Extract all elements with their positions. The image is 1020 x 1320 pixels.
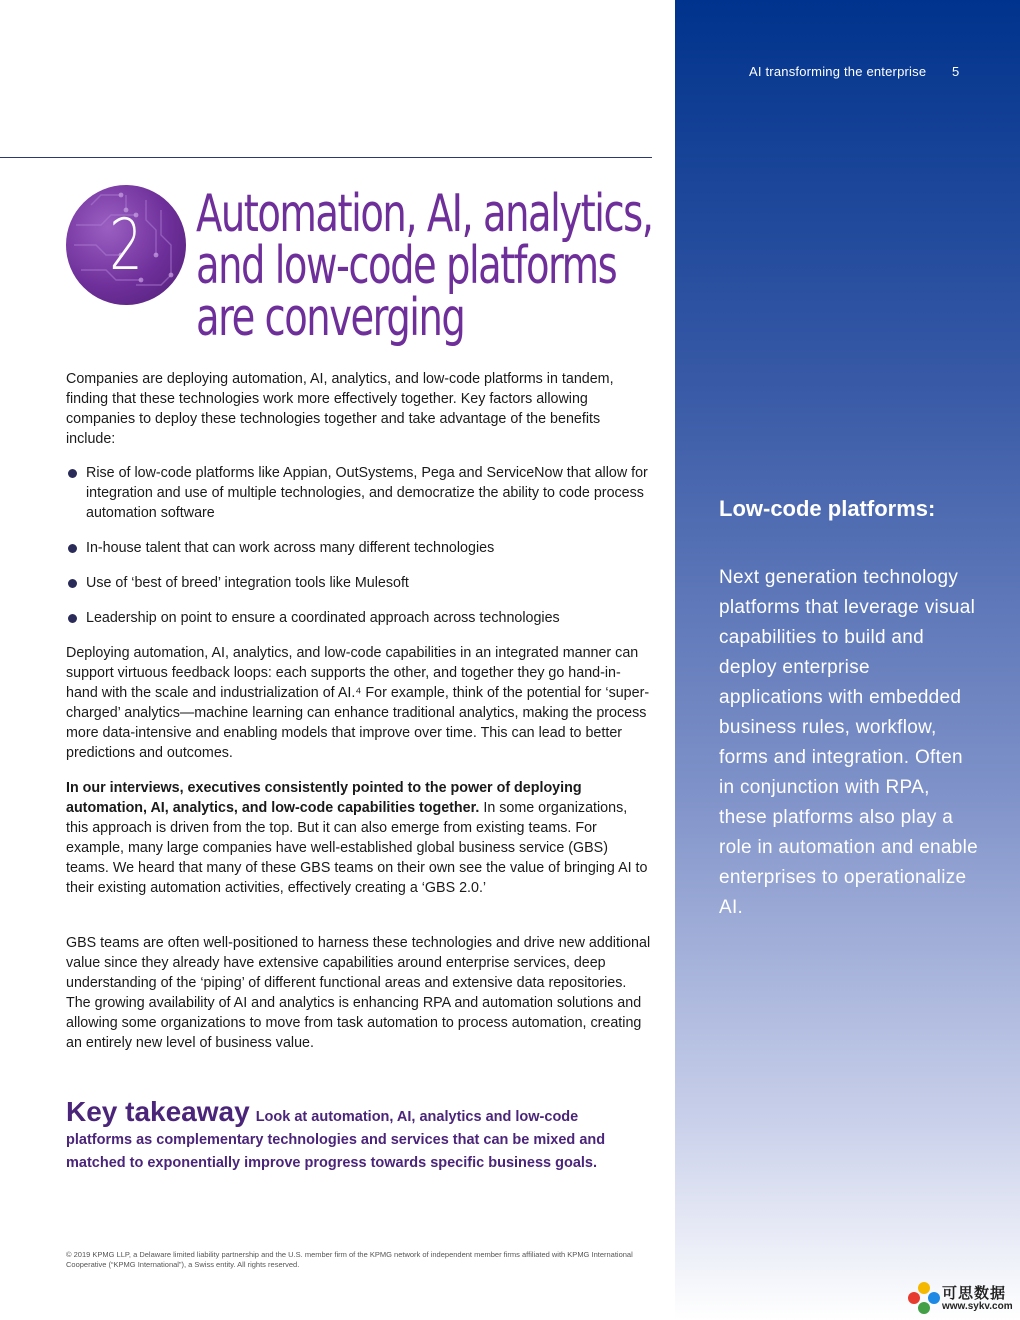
page-heading [196, 184, 653, 348]
sidebar-definition: Next generation technology platforms that leverage visual capabilities to build and deploy enterprise applications with embedded business rules, workflow, forms and integration. Often in conjunction with RPA, these platforms also play a role in automation and enable enterprises to operationalize AI. [719, 567, 979, 918]
list-item [66, 538, 652, 558]
badge-number: 2 [109, 204, 143, 286]
key-takeaway [66, 1096, 646, 1175]
bullet-dot-icon [68, 579, 77, 588]
watermark-logo-icon [908, 1282, 1018, 1316]
list-item-text: Leadership on point to ensure a coordinated approach across technologies [86, 610, 560, 626]
bullet-dot-icon [68, 614, 77, 623]
body-paragraph: Deploying automation, AI, analytics, and low-code capabilities in an integrated manner can support virtuous feedback loops: each supports the other, and together they go hand-in-hand with the scale and industrialization of AI.⁴ For example, think of the potential for ‘super-charged’ analytics—machine learning can enhance traditional analytics, making the process more data-intensive and enabling models that improve over time. This can lead to better predictions and outcomes. [66, 645, 650, 761]
intro-paragraph: Companies are deploying automation, AI, analytics, and low-code platforms in tandem, finding that these technologies work more effectively together. Key factors allowing companies to deploy these technologies together and take advantage of the benefits include: [66, 371, 614, 447]
heading-line: and low-code platforms [196, 236, 617, 296]
divider [0, 157, 652, 158]
bullet-dot-icon [68, 544, 77, 553]
watermark-text: 可思数据 [942, 1284, 1007, 1302]
bold-lead-sentence: In our interviews, executives consistently pointed to the power of deploying automation, AI, analytics, and low-code capabilities together. [66, 780, 582, 816]
page-number: 5 [952, 64, 960, 79]
key-takeaway-label: Key takeaway [66, 1096, 250, 1127]
list-item [66, 463, 652, 523]
factor-list [66, 463, 652, 643]
list-item [66, 608, 652, 628]
list-item-text: Use of ‘best of breed’ integration tools like Mulesoft [86, 575, 409, 591]
section-title: AI transforming the enterprise [749, 64, 927, 79]
list-item [66, 573, 652, 593]
list-item-text: Rise of low-code platforms like Appian, OutSystems, Pega and ServiceNow that allow for integration and use of multiple technologies, and democratize the ability to code process automation software [86, 465, 648, 521]
copyright-footer: © 2019 KPMG LLP, a Delaware limited liability partnership and the U.S. member firm of the KPMG network of independent member firms affiliated with KPMG International Cooperative (“KPMG International”), a Swiss entity. All rights reserved. [66, 1250, 633, 1269]
body-paragraph [66, 778, 652, 898]
heading-line: Automation, AI, analytics, [196, 184, 653, 244]
list-item-text: In-house talent that can work across many different technologies [86, 540, 495, 556]
heading-line: are converging [196, 288, 465, 348]
watermark-url: www.sykv.com [942, 1301, 1013, 1312]
sidebar-title: Low-code platforms: [719, 496, 936, 521]
paragraph-text: In some organizations, this approach is driven from the top. But it can also emerge from existing teams. For example, many large companies have well-established global business service (GBS) teams. We heard that many of these GBS teams on their own see the value of bringing AI to their existing automation activities, effectively creating a ‘GBS 2.0.’ [66, 800, 648, 896]
circuit-badge-icon [66, 185, 186, 305]
key-takeaway-text: Look at automation, AI, analytics and low-code platforms as complementary technologies and services that can be mixed and matched to exponentially improve progress towards specific business goals. [66, 1109, 606, 1171]
body-paragraph: GBS teams are often well-positioned to harness these technologies and drive new additional value since they already have extensive capabilities around enterprise services, deep understanding of the ‘piping’ of different functional areas and extensive data repositories. The growing availability of AI and analytics is enhancing RPA and automation solutions and allowing some organizations to move from task automation to process automation, creating an entirely new level of business value. [66, 935, 651, 1051]
bullet-dot-icon [68, 469, 77, 478]
